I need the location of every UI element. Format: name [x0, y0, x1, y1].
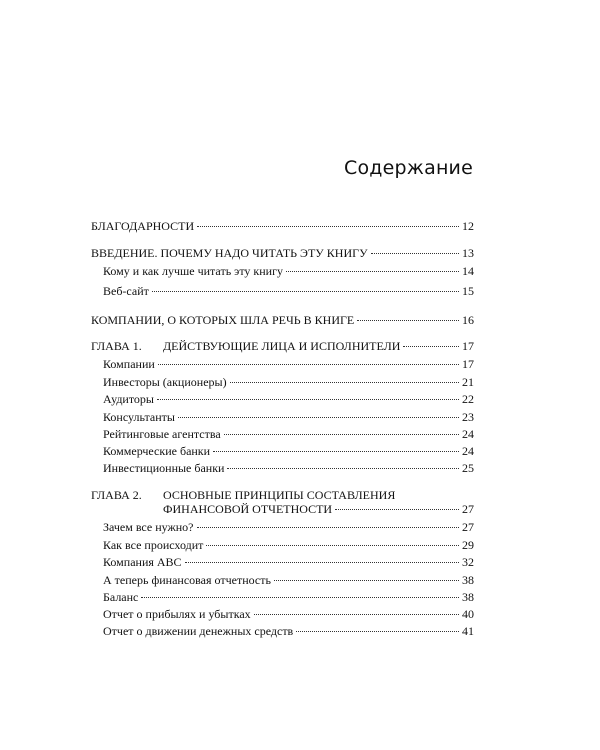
toc-entry-chapter-2[interactable]	[163, 502, 474, 516]
dot-leader	[403, 345, 459, 347]
dot-leader	[197, 225, 459, 227]
dot-leader	[224, 433, 459, 435]
toc-entry-page: 25	[462, 461, 474, 475]
toc-entry-label: Рейтинговые агентства	[103, 427, 221, 441]
toc-subentry[interactable]	[103, 375, 474, 389]
toc-entry-label: ОСНОВНЫЕ ПРИНЦИПЫ СОСТАВЛЕНИЯ	[163, 488, 396, 502]
toc-entry-page: 29	[462, 538, 474, 552]
toc-subentry[interactable]	[103, 590, 474, 604]
toc-subentry[interactable]	[103, 624, 474, 638]
toc-entry-page: 41	[462, 624, 474, 638]
toc-entry-page: 32	[462, 555, 474, 569]
toc-subentry[interactable]	[103, 607, 474, 621]
dot-leader	[335, 508, 459, 510]
dot-leader	[197, 526, 459, 528]
dot-leader	[227, 467, 459, 469]
toc-entry-label: Зачем все нужно?	[103, 520, 194, 534]
toc-entry-page: 38	[462, 590, 474, 604]
toc-entry-page: 12	[462, 219, 474, 233]
toc-entry-acknowledgements[interactable]	[91, 219, 474, 233]
dot-leader	[185, 561, 459, 563]
toc-entry-label: Компании	[103, 357, 155, 371]
dot-leader	[178, 416, 459, 418]
toc-subentry[interactable]	[103, 427, 474, 441]
chapter-number: ГЛАВА 2.	[91, 488, 142, 502]
toc-entry-chapter-1[interactable]	[91, 339, 474, 353]
toc-entry-page: 22	[462, 392, 474, 406]
dot-leader	[141, 596, 459, 598]
toc-subentry[interactable]	[103, 555, 474, 569]
toc-entry-page: 16	[462, 313, 474, 327]
toc-entry-label: Инвестиционные банки	[103, 461, 225, 475]
dot-leader	[158, 363, 459, 365]
dot-leader	[357, 319, 459, 321]
page-title: Содержание	[344, 157, 473, 179]
toc-entry-page: 24	[462, 427, 474, 441]
dot-leader	[274, 579, 459, 581]
toc-subentry[interactable]	[103, 264, 474, 278]
toc-entry-label: ДЕЙСТВУЮЩИЕ ЛИЦА И ИСПОЛНИТЕЛИ	[163, 339, 401, 353]
toc-entry-label: Коммерческие банки	[103, 444, 211, 458]
toc-entry-label: Аудиторы	[103, 392, 154, 406]
toc-entry-page: 17	[462, 357, 474, 371]
toc-entry-introduction[interactable]	[91, 246, 474, 260]
toc-entry-companies[interactable]	[91, 313, 474, 327]
toc-entry-page: 14	[462, 264, 474, 278]
toc-subentry[interactable]	[103, 410, 474, 424]
dot-leader	[254, 613, 459, 615]
dot-leader	[152, 290, 459, 292]
toc-entry-label-continued: ФИНАНСОВОЙ ОТЧЕТНОСТИ	[163, 502, 333, 516]
toc-subentry[interactable]	[103, 461, 474, 475]
toc-entry-label: Консультанты	[103, 410, 175, 424]
dot-leader	[296, 630, 459, 632]
toc-subentry[interactable]	[103, 357, 474, 371]
toc-entry-label: Компания ABC	[103, 555, 182, 569]
chapter-number: ГЛАВА 1.	[91, 339, 142, 353]
toc-entry-page: 13	[462, 246, 474, 260]
toc-entry-page: 24	[462, 444, 474, 458]
toc-entry-chapter-2-heading[interactable]	[91, 488, 395, 502]
toc-entry-label: БЛАГОДАРНОСТИ	[91, 219, 195, 233]
toc-subentry[interactable]	[103, 538, 474, 552]
toc-entry-page: 40	[462, 607, 474, 621]
dot-leader	[213, 450, 459, 452]
dot-leader	[206, 544, 459, 546]
toc-entry-label: Веб-сайт	[103, 284, 149, 298]
toc-entry-page: 23	[462, 410, 474, 424]
toc-entry-label: Отчет о движении денежных средств	[103, 624, 294, 638]
toc-subentry[interactable]	[103, 392, 474, 406]
toc-entry-label: А теперь финансовая отчетность	[103, 573, 271, 587]
toc-entry-label: Как все происходит	[103, 538, 204, 552]
toc-entry-label: Баланс	[103, 590, 139, 604]
toc-entry-page: 38	[462, 573, 474, 587]
toc-entry-label: Инвесторы (акционеры)	[103, 375, 227, 389]
toc-entry-page: 27	[462, 520, 474, 534]
toc-entry-label: КОМПАНИИ, О КОТОРЫХ ШЛА РЕЧЬ В КНИГЕ	[91, 313, 355, 327]
toc-subentry[interactable]	[103, 284, 474, 298]
dot-leader	[371, 252, 459, 254]
toc-entry-page: 21	[462, 375, 474, 389]
toc-entry-page: 17	[462, 339, 474, 353]
dot-leader	[230, 381, 459, 383]
toc-subentry[interactable]	[103, 520, 474, 534]
toc-entry-label: Кому и как лучше читать эту книгу	[103, 264, 283, 278]
dot-leader	[157, 398, 459, 400]
dot-leader	[286, 270, 459, 272]
toc-subentry[interactable]	[103, 573, 474, 587]
toc-entry-page: 15	[462, 284, 474, 298]
toc-subentry[interactable]	[103, 444, 474, 458]
toc-entry-label: Отчет о прибылях и убытках	[103, 607, 251, 621]
toc-entry-label: ВВЕДЕНИЕ. ПОЧЕМУ НАДО ЧИТАТЬ ЭТУ КНИГУ	[91, 246, 368, 260]
toc-entry-page: 27	[462, 502, 474, 516]
